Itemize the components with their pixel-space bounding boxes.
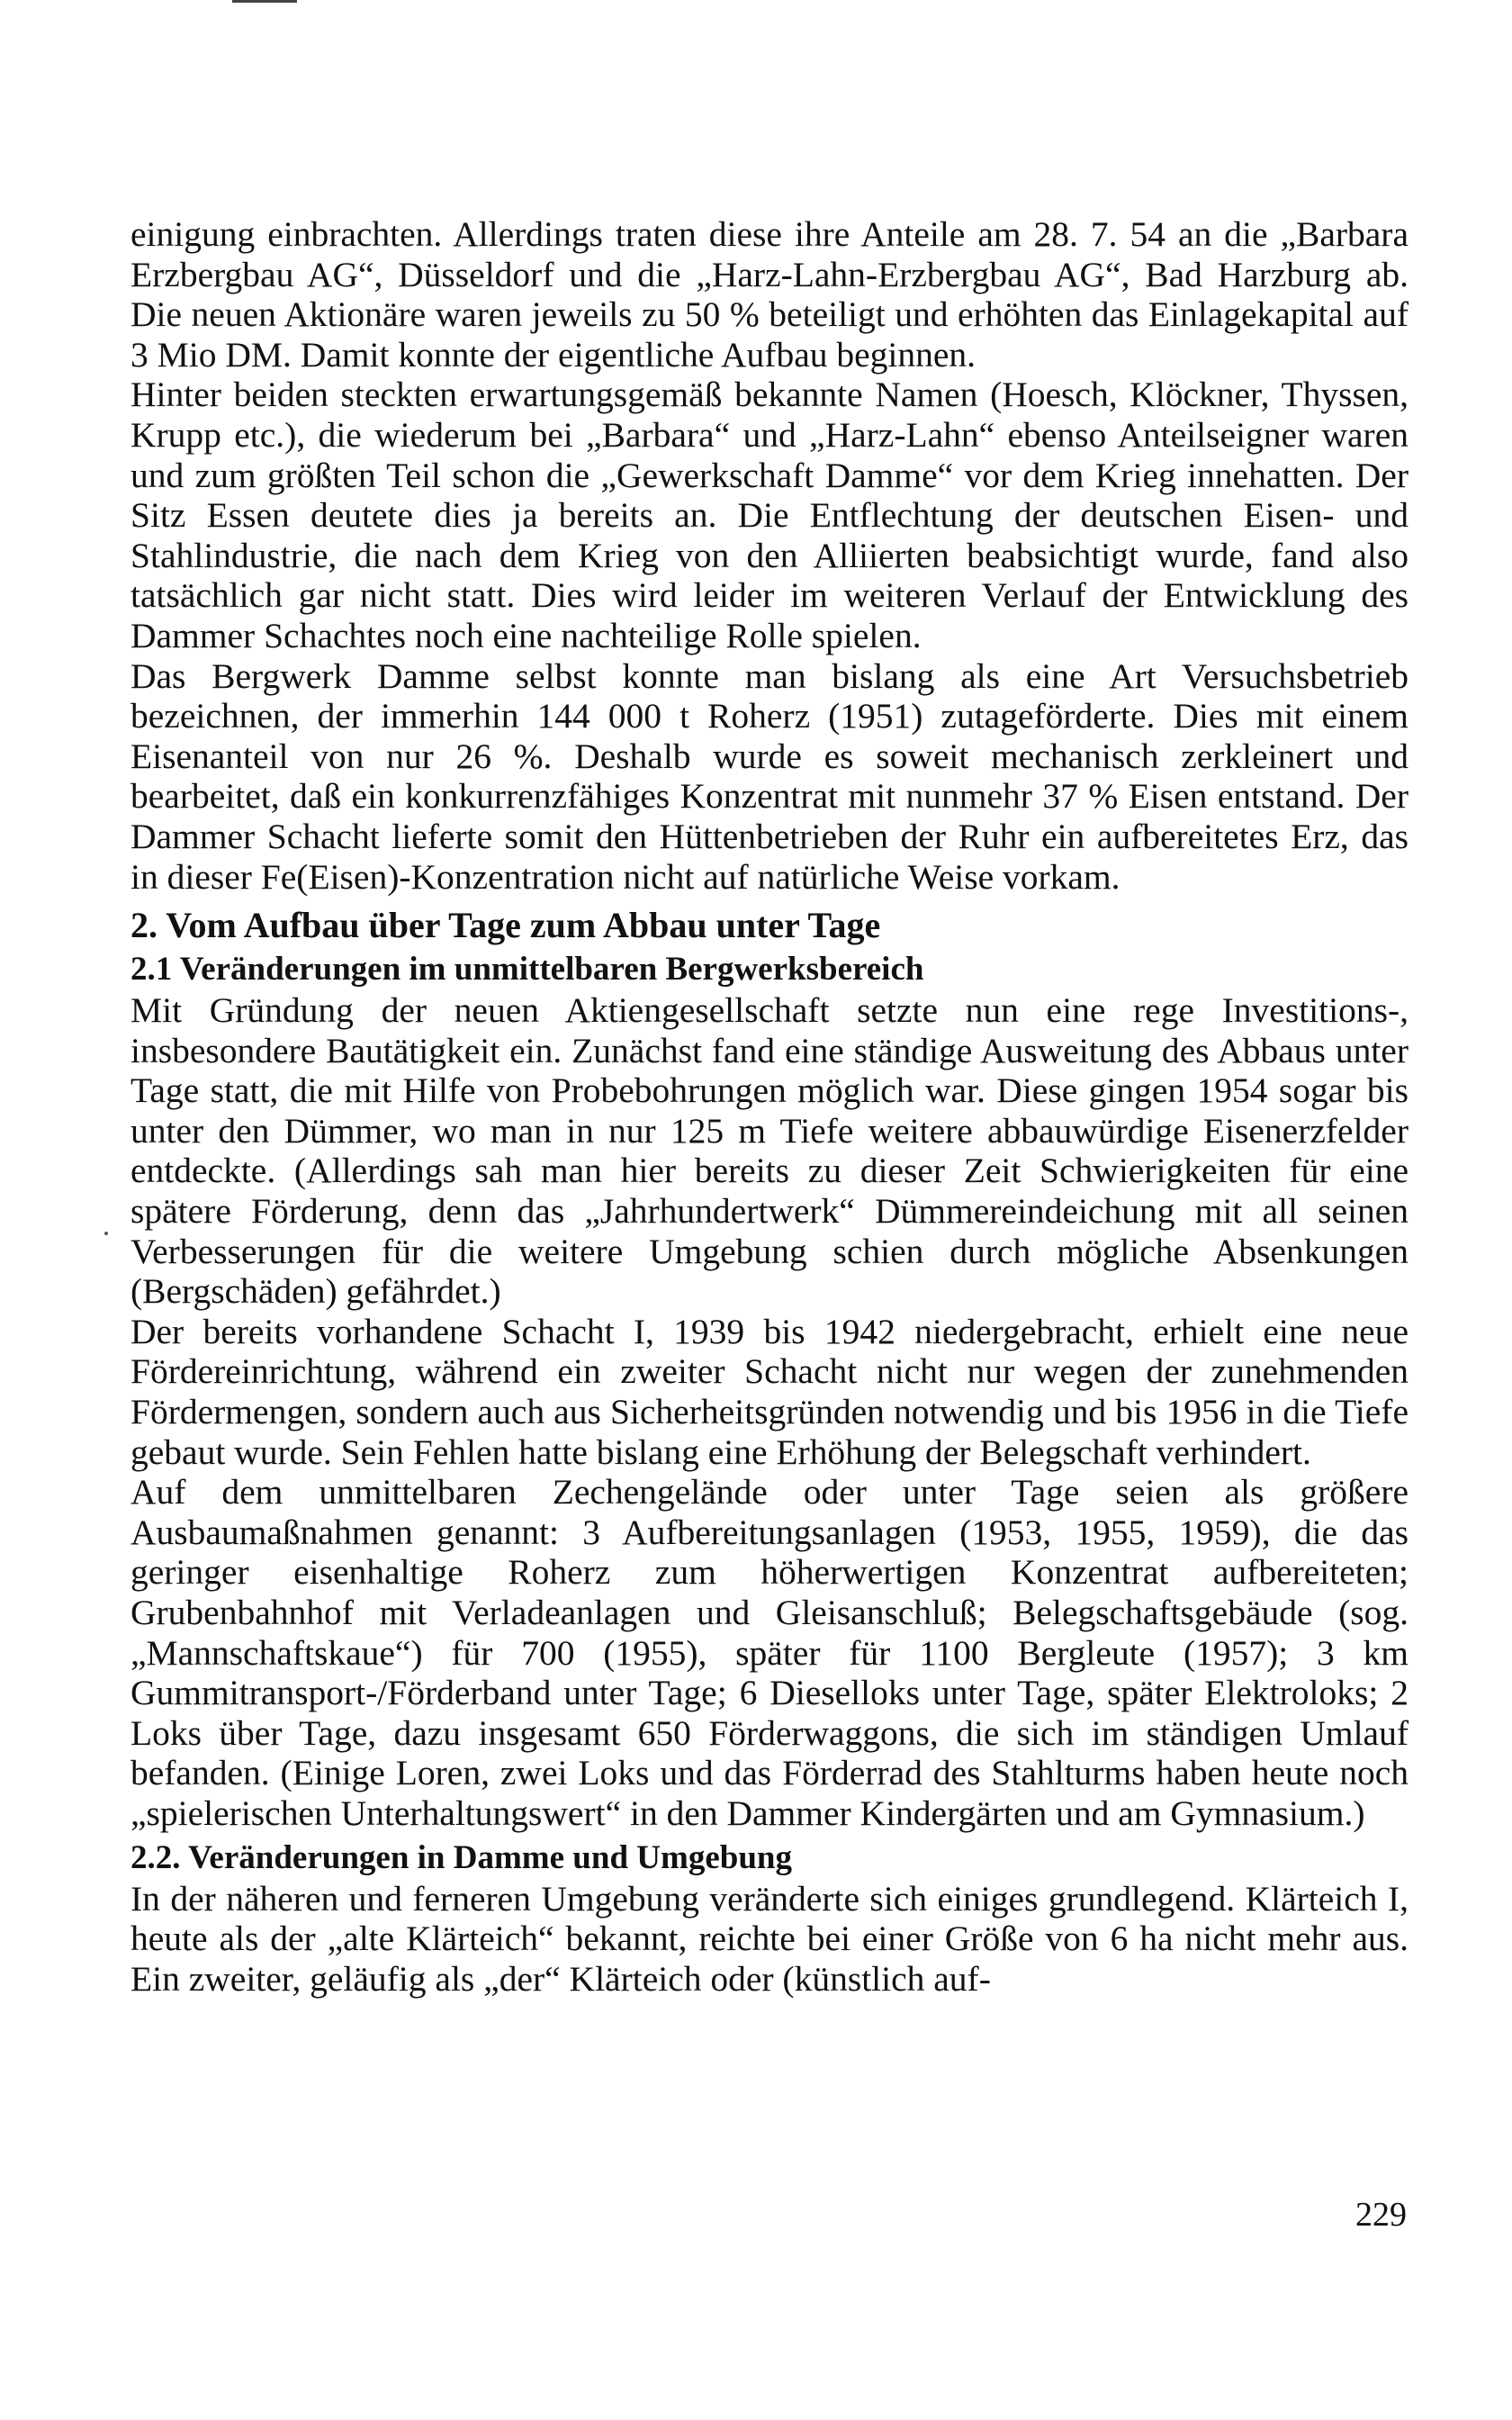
- paragraph-7: In der näheren und ferneren Umgebung veränderte sich einiges grundlegend. Klärteich I, heute als der „alte Klärteich“ bekannt, reichte bei einer Größe von 6 ha nicht mehr aus. Ein zweiter, geläufig als „der“ Klärteich oder (künstlich auf-: [130, 1878, 1408, 1999]
- subsection-heading-2-2: 2.2. Veränderungen in Damme und Umgebung: [130, 1838, 792, 1876]
- paragraph-4: Mit Gründung der neuen Aktiengesellschaft setzte nun eine rege Investitions-, insbesondere Bautätigkeit ein. Zunächst fand eine ständige Ausweitung des Abbaus unter Tage statt, die mit Hilfe von Probebohrungen möglich war. Diese gingen 1954 sogar bis unter den Dümmer, wo man in nur 125 m Tiefe weitere abbauwürdige Eisenerzfelder entdeckte. (Allerdings sah man hier bereits zu dieser Zeit Schwierigkeiten für eine spätere Förderung, denn das „Jahrhundertwerk“ Dümmereindeichung mit all seinen Verbesserungen für die weitere Umgebung schien durch mögliche Absenkungen (Bergschäden) gefährdet.): [130, 990, 1408, 1312]
- paragraph-6: Auf dem unmittelbaren Zechengelände oder unter Tage seien als größere Ausbaumaßnahmen genannt: 3 Aufbereitungsanlagen (1953, 1955, 1959), die das geringer eisenhaltige Roherz zum höherwertigen Konzentrat aufbereiteten; Grubenbahnhof mit Verladeanlagen und Gleisanschluß; Belegschaftsgebäude (sog. „Mannschaftskaue“) für 700 (1955), später für 1100 Bergleute (1957); 3 km Gummitransport-/Förderband unter Tage; 6 Dieselloks unter Tage, später Elektroloks; 2 Loks über Tage, dazu insgesamt 650 Förderwaggons, die sich im ständigen Umlauf befanden. (Einige Loren, zwei Loks und das Förderrad des Stahlturms haben heute noch „spielerischen Unterhaltungswert“ in den Dammer Kindergärten und am Gymnasium.): [130, 1472, 1408, 1833]
- top-rule: [232, 0, 297, 3]
- paragraph-1: einigung einbrachten. Allerdings traten diese ihre Anteile am 28. 7. 54 an die „Barbara Erzbergbau AG“, Düsseldorf und die „Harz-Lahn-Erzbergbau AG“, Bad Harzburg ab. Die neuen Aktionäre waren jeweils zu 50 % beteiligt und erhöhten das Einlagekapital auf 3 Mio DM. Damit konnte der eigentliche Aufbau beginnen.: [130, 214, 1408, 375]
- page-number: 229: [1355, 2196, 1407, 2234]
- paragraph-3: Das Bergwerk Damme selbst konnte man bislang als eine Art Versuchsbetrieb bezeichnen, der immerhin 144 000 t Roherz (1951) zutageförderte. Dies mit einem Eisenanteil von nur 26 %. Deshalb wurde es soweit mechanisch zerkleinert und bearbeitet, daß ein konkurrenzfähiges Konzentrat mit nunmehr 37 % Eisen entstand. Der Dammer Schacht lieferte somit den Hüttenbetrieben der Ruhr ein aufbereitetes Erz, das in dieser Fe(Eisen)-Konzentration nicht auf natürliche Weise vorkam.: [130, 655, 1408, 897]
- paragraph-5: Der bereits vorhandene Schacht I, 1939 bis 1942 niedergebracht, erhielt eine neue Fördereinrichtung, während ein zweiter Schacht nicht nur wegen der zunehmenden Fördermengen, sondern auch aus Sicherheitsgründen notwendig und bis 1956 in die Tiefe gebaut wurde. Sein Fehlen hatte bislang eine Erhöhung der Belegschaft verhindert.: [130, 1311, 1408, 1472]
- subsection-heading-2-1: 2.1 Veränderungen im unmittelbaren Bergwerksbereich: [130, 951, 924, 989]
- page-body: [130, 214, 1408, 1999]
- paragraph-2: Hinter beiden steckten erwartungsgemäß bekannte Namen (Hoesch, Klöckner, Thyssen, Krupp etc.), die wiederum bei „Barbara“ und „Harz-Lahn“ ebenso Anteilseigner waren und zum größten Teil schon die „Gewerkschaft Damme“ vor dem Krieg innehatten. Der Sitz Essen deutete dies ja bereits an. Die Entflechtung der deutschen Eisen- und Stahlindustrie, die nach dem Krieg von den Alliierten beabsichtigt wurde, fand also tatsächlich gar nicht statt. Dies wird leider im weiteren Verlauf der Entwicklung des Dammer Schachtes noch eine nachteilige Rolle spielen.: [130, 375, 1408, 655]
- section-heading-2: 2. Vom Aufbau über Tage zum Abbau unter Tage: [130, 905, 881, 946]
- margin-mark: [104, 1232, 108, 1235]
